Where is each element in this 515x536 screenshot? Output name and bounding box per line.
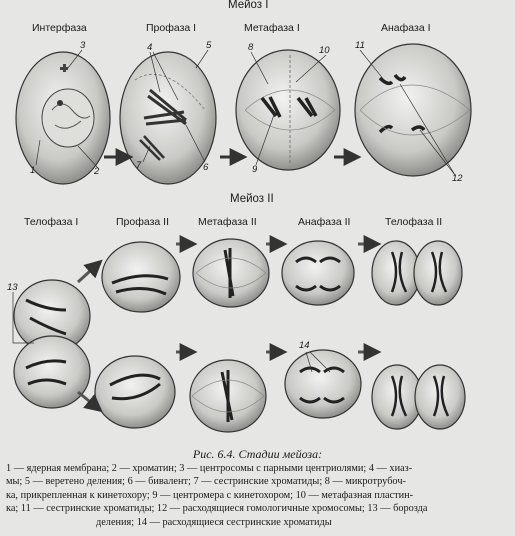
num-14: 14 [299, 340, 310, 351]
num-7: 7 [136, 160, 142, 171]
cell-metaphase2-bottom [190, 360, 266, 432]
cell-anaphase2-top [282, 241, 354, 305]
cell-telophase2-top [372, 241, 462, 305]
num-8: 8 [248, 42, 254, 53]
num-12: 12 [452, 173, 463, 184]
cell-prophase2-bottom [95, 356, 175, 428]
num-1: 1 [30, 165, 36, 176]
cell-prophase2-top [102, 242, 180, 312]
label-anaphase2: Анафаза II [298, 216, 351, 228]
cell-anaphase1 [355, 44, 471, 176]
figure-caption-title: Рис. 6.4. Стадии мейоза: [192, 447, 323, 461]
figure-legend [6, 462, 509, 529]
label-anaphase1: Анафаза I [381, 22, 431, 34]
label-telophase1: Телофаза I [24, 216, 79, 228]
cell-telophase2-bottom [372, 365, 465, 429]
cell-metaphase1 [236, 50, 340, 170]
num-2: 2 [94, 166, 100, 177]
num-4: 4 [147, 42, 153, 53]
num-6: 6 [203, 162, 209, 173]
cell-metaphase2-top [193, 239, 269, 307]
label-interphase: Интерфаза [32, 22, 87, 34]
num-5: 5 [206, 40, 212, 51]
cell-anaphase2-bottom [285, 350, 361, 418]
label-telophase2: Телофаза II [385, 216, 443, 228]
label-metaphase1: Метафаза I [244, 22, 300, 34]
label-prophase1: Профаза I [146, 22, 197, 34]
label-metaphase2: Метафаза II [198, 216, 257, 228]
num-3: 3 [80, 40, 86, 51]
header-meiosis2: Мейоз II [230, 193, 274, 205]
cell-prophase1 [120, 52, 216, 184]
num-13: 13 [7, 282, 18, 293]
header-meiosis1: Мейоз I [228, 0, 269, 11]
num-10: 10 [319, 45, 330, 56]
legend-line-4: ка; 11 — сестринские хроматиды; 12 — расходящиеся гомологичные хромосомы; 13 — борозда [6, 503, 428, 515]
legend-line-3: ка, прикрепленная к кинетохору; 9 — центромера с кинетохором; 10 — метафазная пластин- [6, 489, 414, 501]
label-prophase2: Профаза II [116, 216, 169, 228]
num-11: 11 [355, 40, 365, 51]
num-9: 9 [252, 164, 258, 175]
legend-line-1: 1 — ядерная мембрана; 2 — хроматин; 3 — центросомы с парными центриолями; 4 — хиаз- [6, 463, 413, 474]
cell-telophase1 [13, 280, 90, 408]
legend-line-5: деления; 14 — расходящиеся сестринские хроматиды [96, 516, 332, 528]
legend-line-2: мы; 5 — веретено деления; 6 — бивалент; 7 — сестринские хроматиды; 8 — микротрубоч- [6, 476, 406, 488]
